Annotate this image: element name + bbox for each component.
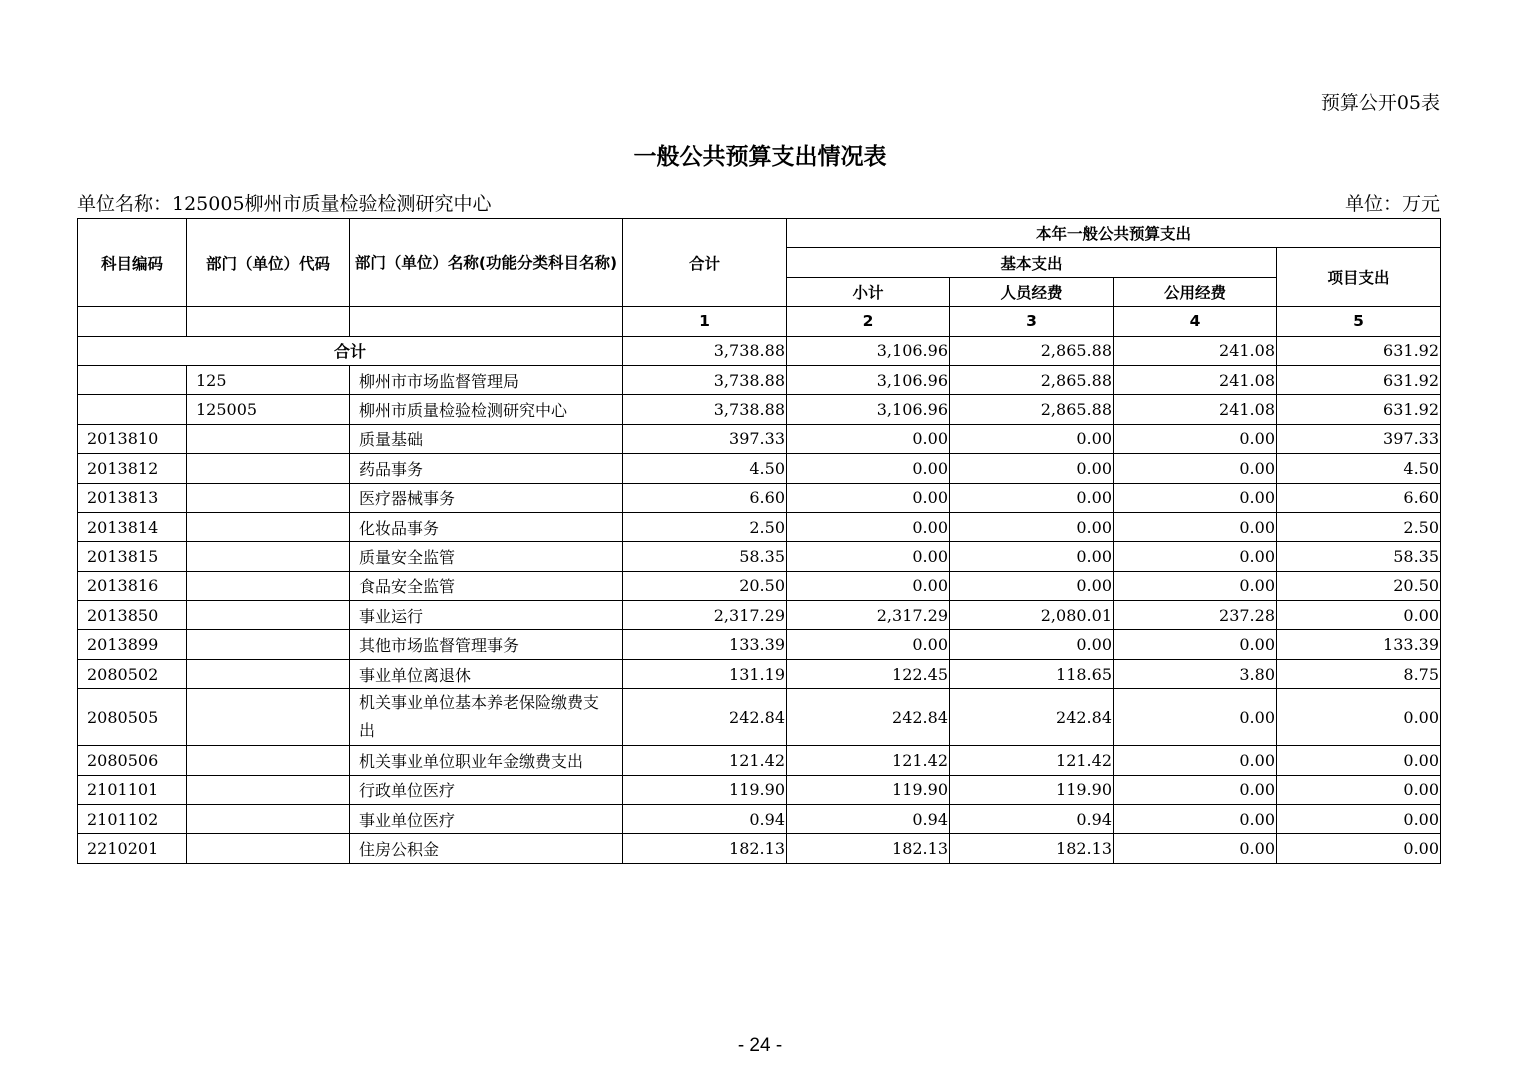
amount-cell: 0.00 [1114, 805, 1277, 834]
amount-cell: 0.00 [1114, 454, 1277, 483]
amount-cell: 2,865.88 [950, 365, 1114, 394]
amount-cell: 0.00 [1114, 834, 1277, 863]
amount-cell: 0.00 [1114, 630, 1277, 659]
col-number: 5 [1277, 307, 1441, 336]
dept-code-cell [187, 542, 350, 571]
amount-cell: 237.28 [1114, 601, 1277, 630]
dept-code-cell [187, 571, 350, 600]
amount-cell: 0.00 [1114, 542, 1277, 571]
amount-cell: 0.00 [787, 424, 950, 453]
amount-cell: 20.50 [1277, 571, 1441, 600]
dept-code-cell [187, 746, 350, 775]
total-value: 631.92 [1277, 336, 1441, 365]
amount-cell: 0.94 [950, 805, 1114, 834]
amount-cell: 3,106.96 [787, 395, 950, 424]
amount-cell: 4.50 [1277, 454, 1441, 483]
header-blank [78, 307, 187, 336]
dept-code-cell: 125 [187, 365, 350, 394]
amount-cell: 242.84 [623, 689, 787, 746]
amount-cell: 0.00 [950, 630, 1114, 659]
amount-cell: 0.00 [950, 571, 1114, 600]
amount-cell: 0.00 [787, 483, 950, 512]
amount-cell: 3,106.96 [787, 365, 950, 394]
amount-cell: 133.39 [1277, 630, 1441, 659]
amount-cell: 8.75 [1277, 659, 1441, 688]
amount-cell: 118.65 [950, 659, 1114, 688]
subject-code-cell: 2013812 [78, 454, 187, 483]
header-total: 合计 [623, 219, 787, 307]
amount-cell: 6.60 [623, 483, 787, 512]
amount-cell: 182.13 [787, 834, 950, 863]
table-row [78, 395, 1441, 424]
amount-cell: 119.90 [623, 775, 787, 804]
dept-code-cell [187, 805, 350, 834]
table-row [78, 834, 1441, 863]
total-row [78, 336, 1441, 365]
col-number: 3 [950, 307, 1114, 336]
table-row [78, 483, 1441, 512]
col-number: 2 [787, 307, 950, 336]
amount-cell: 6.60 [1277, 483, 1441, 512]
amount-cell: 121.42 [950, 746, 1114, 775]
amount-cell: 2.50 [1277, 512, 1441, 541]
total-label: 合计 [78, 336, 623, 365]
header-basic: 基本支出 [787, 248, 1277, 277]
header-current-year: 本年一般公共预算支出 [787, 219, 1441, 248]
amount-cell: 0.00 [1277, 834, 1441, 863]
dept-code-cell [187, 689, 350, 746]
amount-cell: 0.00 [787, 542, 950, 571]
subject-code-cell: 2210201 [78, 834, 187, 863]
amount-cell: 121.42 [787, 746, 950, 775]
dept-code-cell [187, 775, 350, 804]
subject-code-cell: 2013814 [78, 512, 187, 541]
subject-code-cell: 2013899 [78, 630, 187, 659]
subject-code-cell: 2080506 [78, 746, 187, 775]
amount-cell: 0.00 [1277, 601, 1441, 630]
table-row [78, 601, 1441, 630]
total-value: 3,738.88 [623, 336, 787, 365]
amount-cell: 0.00 [1114, 571, 1277, 600]
subject-code-cell: 2013813 [78, 483, 187, 512]
table-row [78, 805, 1441, 834]
unit-line [77, 189, 1440, 216]
amount-cell: 397.33 [623, 424, 787, 453]
amount-cell: 242.84 [950, 689, 1114, 746]
amount-cell: 131.19 [623, 659, 787, 688]
table-row [78, 365, 1441, 394]
page-title: 一般公共预算支出情况表 [633, 144, 887, 170]
amount-cell: 0.00 [1114, 424, 1277, 453]
amount-cell: 20.50 [623, 571, 787, 600]
amount-cell: 122.45 [787, 659, 950, 688]
amount-cell: 631.92 [1277, 395, 1441, 424]
amount-cell: 0.00 [950, 454, 1114, 483]
amount-cell: 3.80 [1114, 659, 1277, 688]
amount-cell: 242.84 [787, 689, 950, 746]
amount-cell: 0.94 [623, 805, 787, 834]
dept-name-cell: 柳州市质量检验检测研究中心 [350, 395, 623, 424]
header-blank [350, 307, 623, 336]
subject-code-cell: 2101101 [78, 775, 187, 804]
subject-code-cell: 2101102 [78, 805, 187, 834]
amount-cell: 3,738.88 [623, 365, 787, 394]
dept-name-cell: 事业单位离退休 [350, 659, 623, 688]
amount-cell: 2,317.29 [787, 601, 950, 630]
table-row [78, 689, 1441, 746]
dept-name-cell: 柳州市市场监督管理局 [350, 365, 623, 394]
form-number: 预算公开05表 [1320, 92, 1440, 114]
col-number: 1 [623, 307, 787, 336]
amount-cell: 2.50 [623, 512, 787, 541]
amount-cell: 0.00 [1114, 746, 1277, 775]
amount-cell: 119.90 [950, 775, 1114, 804]
header-subtotal: 小计 [787, 277, 950, 306]
subject-code-cell: 2013850 [78, 601, 187, 630]
dept-name-cell: 机关事业单位职业年金缴费支出 [350, 746, 623, 775]
subject-code-cell: 2013810 [78, 424, 187, 453]
subject-code-cell [78, 395, 187, 424]
total-value: 3,106.96 [787, 336, 950, 365]
amount-cell: 0.00 [1114, 483, 1277, 512]
table-row [78, 512, 1441, 541]
amount-cell: 0.94 [787, 805, 950, 834]
dept-code-cell [187, 454, 350, 483]
subject-code-cell [78, 365, 187, 394]
table-row [78, 424, 1441, 453]
amount-cell: 0.00 [787, 454, 950, 483]
amount-cell: 119.90 [787, 775, 950, 804]
col-number: 4 [1114, 307, 1277, 336]
unit-name: 单位名称：125005柳州市质量检验检测研究中心 [77, 193, 492, 215]
dept-code-cell [187, 630, 350, 659]
total-value: 2,865.88 [950, 336, 1114, 365]
budget-table [77, 218, 1441, 864]
table-row [78, 542, 1441, 571]
amount-cell: 2,865.88 [950, 395, 1114, 424]
dept-name-cell: 住房公积金 [350, 834, 623, 863]
amount-cell: 241.08 [1114, 365, 1277, 394]
amount-cell: 0.00 [1114, 689, 1277, 746]
dept-name-cell: 食品安全监管 [350, 571, 623, 600]
dept-code-cell [187, 834, 350, 863]
dept-name-cell: 药品事务 [350, 454, 623, 483]
dept-name-cell: 行政单位医疗 [350, 775, 623, 804]
dept-code-cell [187, 601, 350, 630]
header-project: 项目支出 [1277, 248, 1441, 307]
amount-cell: 2,080.01 [950, 601, 1114, 630]
amount-cell: 58.35 [1277, 542, 1441, 571]
total-value: 241.08 [1114, 336, 1277, 365]
dept-code-cell [187, 512, 350, 541]
amount-cell: 121.42 [623, 746, 787, 775]
amount-cell: 0.00 [950, 542, 1114, 571]
amount-cell: 182.13 [623, 834, 787, 863]
table-row [78, 746, 1441, 775]
subject-code-cell: 2013816 [78, 571, 187, 600]
amount-cell: 0.00 [1114, 775, 1277, 804]
dept-code-cell [187, 424, 350, 453]
amount-cell: 0.00 [950, 512, 1114, 541]
amount-cell: 0.00 [787, 512, 950, 541]
amount-cell: 0.00 [950, 424, 1114, 453]
dept-name-cell: 机关事业单位基本养老保险缴费支出 [350, 689, 623, 746]
amount-cell: 0.00 [787, 571, 950, 600]
dept-code-cell [187, 659, 350, 688]
dept-name-cell: 事业单位医疗 [350, 805, 623, 834]
amount-cell: 58.35 [623, 542, 787, 571]
amount-cell: 0.00 [1277, 689, 1441, 746]
amount-cell: 133.39 [623, 630, 787, 659]
amount-cell: 4.50 [623, 454, 787, 483]
amount-cell: 241.08 [1114, 395, 1277, 424]
amount-cell: 3,738.88 [623, 395, 787, 424]
subject-code-cell: 2013815 [78, 542, 187, 571]
amount-cell: 0.00 [1114, 512, 1277, 541]
table-row [78, 571, 1441, 600]
header-blank [187, 307, 350, 336]
table-row [78, 630, 1441, 659]
amount-cell: 631.92 [1277, 365, 1441, 394]
amount-cell: 0.00 [1277, 805, 1441, 834]
table-row [78, 775, 1441, 804]
dept-name-cell: 质量安全监管 [350, 542, 623, 571]
table-row [78, 659, 1441, 688]
dept-name-cell: 事业运行 [350, 601, 623, 630]
amount-cell: 182.13 [950, 834, 1114, 863]
dept-name-cell: 医疗器械事务 [350, 483, 623, 512]
amount-cell: 0.00 [1277, 746, 1441, 775]
dept-code-cell [187, 483, 350, 512]
table-row [78, 454, 1441, 483]
dept-name-cell: 其他市场监督管理事务 [350, 630, 623, 659]
dept-name-cell: 质量基础 [350, 424, 623, 453]
page-number: - 24 - [737, 1035, 783, 1056]
subject-code-cell: 2080502 [78, 659, 187, 688]
header-subject-code: 科目编码 [78, 219, 187, 307]
currency-unit: 单位：万元 [1344, 193, 1440, 215]
amount-cell: 2,317.29 [623, 601, 787, 630]
dept-code-cell: 125005 [187, 395, 350, 424]
header-public: 公用经费 [1114, 277, 1277, 306]
header-dept-name: 部门（单位）名称(功能分类科目名称) [350, 219, 623, 307]
dept-name-cell: 化妆品事务 [350, 512, 623, 541]
amount-cell: 0.00 [787, 630, 950, 659]
amount-cell: 397.33 [1277, 424, 1441, 453]
amount-cell: 0.00 [1277, 775, 1441, 804]
amount-cell: 0.00 [950, 483, 1114, 512]
header-personnel: 人员经费 [950, 277, 1114, 306]
subject-code-cell: 2080505 [78, 689, 187, 746]
header-dept-code: 部门（单位）代码 [187, 219, 350, 307]
